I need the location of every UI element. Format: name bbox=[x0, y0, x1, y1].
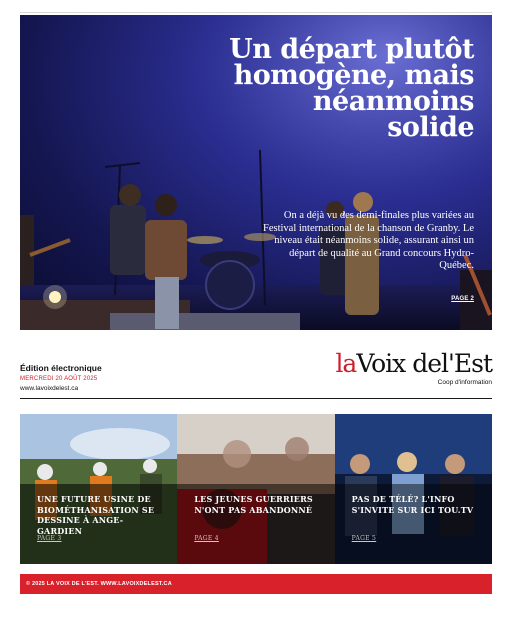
teaser-headline[interactable]: LES JEUNES GUERRIERS N'ONT PAS ABANDONNÉ bbox=[194, 494, 313, 515]
teaser-page-link[interactable]: PAGE 3 bbox=[37, 535, 62, 542]
logo-name: Voix del'Est bbox=[356, 349, 492, 378]
edition-date: MERCREDI 20 AOÛT 2025 bbox=[20, 376, 98, 382]
copyright-text[interactable]: © 2025 LA VOIX DE L'EST. WWW.LAVOIXDELEST.CA bbox=[26, 581, 172, 587]
hero-summary: On a déjà vu des demi-finales plus variées au Festival international de la chanson de Granby. Le niveau était néanmoins solide, assurant ainsi un départ de qualité au Grand concours Hydro-Québec. bbox=[263, 210, 474, 271]
masthead-divider bbox=[20, 398, 492, 399]
teaser-page-link[interactable]: PAGE 4 bbox=[194, 535, 219, 542]
teaser-headline[interactable]: UNE FUTURE USINE DE BIOMÉTHANISATION SE DESSINE À ANGE-GARDIEN bbox=[37, 494, 155, 536]
edition-url[interactable]: www.lavoixdelest.ca bbox=[20, 385, 79, 392]
newspaper-logo[interactable] bbox=[335, 350, 492, 378]
teaser-headline[interactable]: PAS DE TÉLÉ? L'INFO S'INVITE SUR ICI TOU.TV bbox=[351, 494, 474, 515]
hero-page-link[interactable]: PAGE 2 bbox=[451, 296, 474, 302]
hero-story[interactable] bbox=[20, 15, 492, 330]
logo-tagline: Coop d'information bbox=[437, 379, 492, 386]
teaser-page-link[interactable]: PAGE 5 bbox=[351, 535, 377, 542]
teaser-card-toutv[interactable] bbox=[335, 414, 492, 564]
edition-label: Édition électronique bbox=[20, 363, 102, 373]
hero-headline[interactable]: Un départ plutôt homogène, mais néanmoins solide bbox=[229, 34, 474, 143]
teaser-card-guerriers[interactable] bbox=[177, 414, 334, 564]
footer-bar bbox=[20, 574, 492, 594]
teaser-row bbox=[20, 414, 492, 564]
edition-info bbox=[20, 363, 102, 392]
teaser-card-biomethanisation[interactable] bbox=[20, 414, 177, 564]
logo-la: la bbox=[335, 349, 357, 378]
top-divider bbox=[20, 12, 492, 13]
